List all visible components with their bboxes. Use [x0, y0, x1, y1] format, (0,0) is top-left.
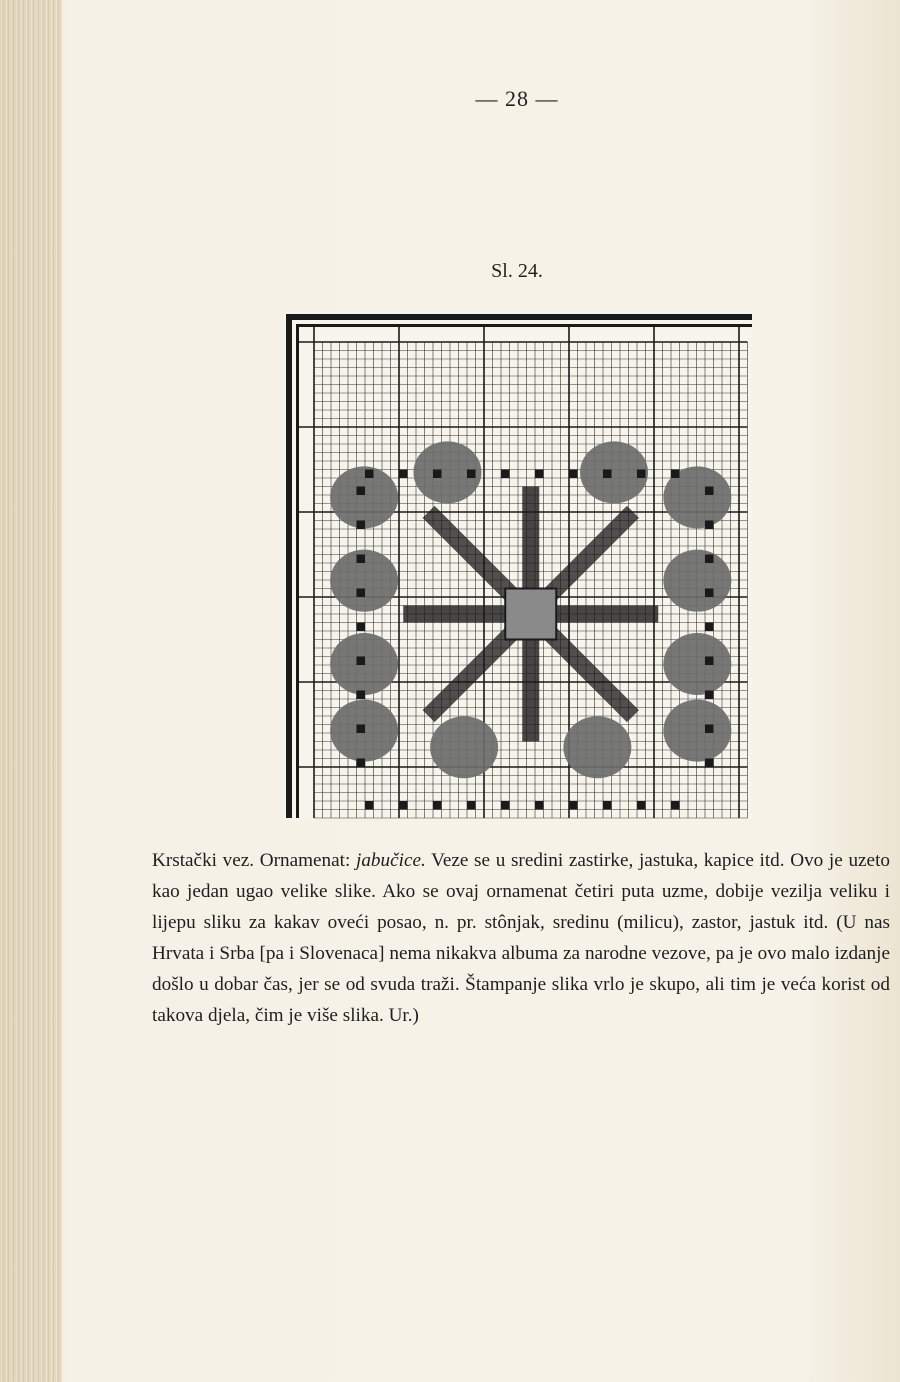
border-dot-top-3 — [433, 470, 442, 479]
border-dot-top-6 — [535, 470, 544, 479]
border-dot-top-9 — [637, 470, 646, 479]
apple-motif-8 — [663, 633, 731, 695]
page-number: — 28 — — [475, 86, 559, 111]
border-dot-bottom-10 — [671, 801, 680, 810]
border-dot-bottom-3 — [433, 801, 442, 810]
border-dot-top-2 — [399, 470, 408, 479]
border-dot-bottom-9 — [637, 801, 646, 810]
apple-motif-6 — [663, 550, 731, 612]
border-dot-left-8 — [357, 725, 366, 734]
border-dot-top-4 — [467, 470, 476, 479]
border-dot-bottom-2 — [399, 801, 408, 810]
caption-lead: Krstački vez. Ornamenat: — [152, 850, 356, 871]
frame-top-inner — [296, 324, 752, 327]
border-dot-right-7 — [705, 691, 714, 700]
border-dot-right-8 — [705, 725, 714, 734]
frame-left-inner — [296, 324, 299, 818]
border-dot-top-8 — [603, 470, 612, 479]
caption-body: Veze se u sredini zastirke, jastuka, kapice itd. Ovo je uzeto kao jedan ugao velike slike. Ako se ovaj ornamenat četiri puta uzme, dobije vezilja veliku i lijepu sliku za kakav oveći posao, n. pr. stônjak, sredinu (milicu), zastor, jastuk itd. (U nas Hrvata i Srba [pa i Slovenaca] nema nikakva albuma za narodne vezove, pa je ovo malo izdanje došlo u dobar čas, jer se od svuda traži. Štampanje slika vrlo je skupo, ali tim je veća korist od takova djela, čim je više slika. Ur.) — [152, 850, 890, 1026]
border-dot-right-2 — [705, 521, 714, 530]
border-dot-bottom-5 — [501, 801, 510, 810]
border-dot-top-5 — [501, 470, 510, 479]
border-dot-right-9 — [705, 759, 714, 768]
border-dot-top-7 — [569, 470, 578, 479]
border-dot-left-9 — [357, 759, 366, 768]
border-dot-right-5 — [705, 623, 714, 632]
book-spine — [0, 0, 62, 1382]
caption-italic-term: jabučice. — [356, 850, 426, 871]
frame-top-bar — [286, 314, 752, 320]
border-dot-bottom-4 — [467, 801, 476, 810]
apple-motif-1 — [330, 466, 398, 528]
border-dot-left-2 — [357, 521, 366, 530]
border-dot-left-4 — [357, 589, 366, 598]
frame-left-bar — [286, 314, 292, 818]
apple-motif-11 — [563, 716, 631, 778]
figure-caption — [152, 845, 890, 1031]
figure-label: Sl. 24. — [491, 260, 543, 282]
apple-motif-10 — [430, 716, 498, 778]
border-dot-top-1 — [365, 470, 374, 479]
border-dot-right-3 — [705, 555, 714, 564]
cross-stitch-chart — [284, 312, 752, 820]
border-dot-bottom-8 — [603, 801, 612, 810]
border-dot-left-7 — [357, 691, 366, 700]
border-dot-left-1 — [357, 487, 366, 496]
border-dot-top-10 — [671, 470, 680, 479]
border-dot-bottom-6 — [535, 801, 544, 810]
border-dot-left-6 — [357, 657, 366, 666]
border-dot-left-3 — [357, 555, 366, 564]
center-square — [505, 589, 556, 640]
border-dot-right-4 — [705, 589, 714, 598]
border-dot-right-1 — [705, 487, 714, 496]
border-dot-left-5 — [357, 623, 366, 632]
border-dot-bottom-7 — [569, 801, 578, 810]
cross-stitch-pattern-figure — [284, 312, 752, 825]
border-dot-right-6 — [705, 657, 714, 666]
border-dot-bottom-1 — [365, 801, 374, 810]
apple-motif-12 — [663, 700, 731, 762]
